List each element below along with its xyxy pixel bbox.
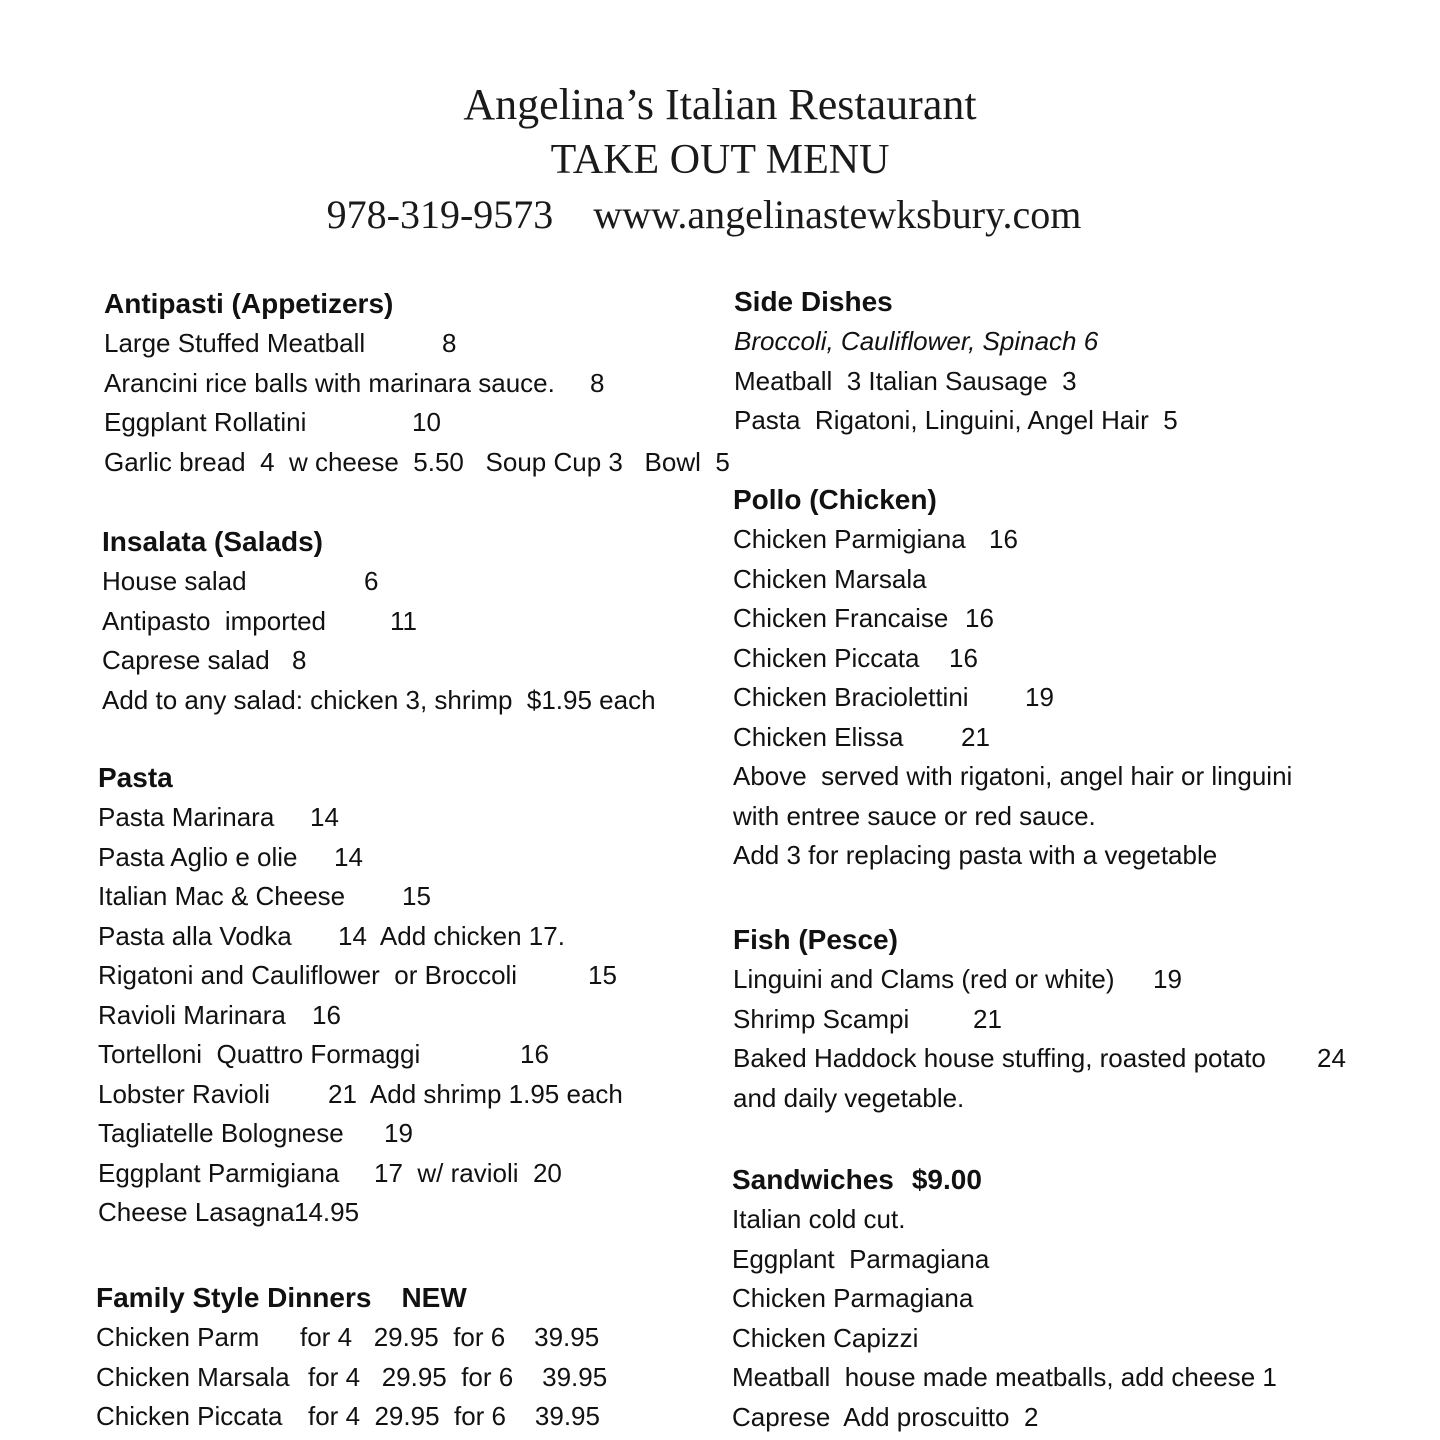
menu-item [734, 322, 1178, 362]
section-insalata [102, 522, 656, 720]
note-text: with entree sauce or red sauce. [733, 800, 1096, 831]
item-price: 21 [961, 721, 990, 752]
section-heading [732, 1160, 1277, 1200]
item-name: Chicken Francaise [733, 603, 949, 633]
item-price: 14 [310, 802, 339, 832]
note-text: Add 3 for replacing pasta with a vegetable [733, 840, 1218, 870]
item-name: Chicken Piccata [96, 1401, 283, 1431]
item-price: 14 [334, 841, 363, 872]
item-price: 17 w/ ravioli 20 [374, 1157, 562, 1188]
section-side-dishes [734, 282, 1178, 441]
sandwich-price: $9.00 [911, 1164, 982, 1195]
item-price: 14 Add chicken 17. [338, 920, 565, 951]
item-name: Chicken Braciolettini [733, 682, 969, 712]
section-heading: Insalata (Salads) [102, 526, 323, 557]
item-price: 6 [364, 566, 379, 596]
item-name: Italian Mac & Cheese [98, 881, 346, 911]
note-line [733, 836, 1292, 876]
item-name: Garlic bread 4 w cheese 5.50 Soup Cup 3 Bowl 5 [104, 446, 730, 477]
menu-item [96, 1318, 600, 1358]
item-price: 8 [292, 645, 307, 675]
item-price: 19 [384, 1118, 413, 1148]
item-name: Meatball house made meatballs, add cheese 1 [732, 1362, 1277, 1392]
item-name: Italian cold cut. [732, 1204, 906, 1234]
section-heading: Pasta [98, 762, 173, 793]
item-name: Eggplant Parmagiana [732, 1243, 990, 1274]
section-heading: Antipasti (Appetizers) [104, 288, 394, 319]
item-name: Eggplant Rollatini [104, 407, 307, 437]
section-heading [96, 1278, 467, 1318]
note-text: Above served with rigatoni, angel hair or linguini [733, 761, 1293, 791]
item-name: Caprese Add proscuitto 2 [732, 1401, 1039, 1432]
section-antipasti [104, 284, 730, 482]
menu-item [732, 1240, 1277, 1280]
item-price: 24 [1317, 1043, 1346, 1073]
item-name: Ravioli Marinara [98, 999, 286, 1030]
new-badge: NEW [401, 1282, 467, 1313]
restaurant-name: Angelina’s Italian Restaurant [463, 80, 977, 129]
item-name: Shrimp Scampi [733, 1003, 910, 1034]
item-name: Large Stuffed Meatball [104, 328, 366, 358]
item-price: 19 [1025, 682, 1054, 712]
item-price: 16 [989, 524, 1018, 554]
item-price: 16 [949, 642, 978, 673]
menu-item [733, 1039, 1346, 1079]
item-price: 16 [965, 603, 994, 633]
menu-item [98, 1193, 517, 1233]
menu-subtitle: TAKE OUT MENU [550, 137, 890, 183]
menu-item [732, 1398, 1277, 1438]
item-name: Tortelloni Quattro Formaggi [98, 1039, 421, 1069]
contact-line [304, 192, 1104, 238]
item-name: Chicken Elissa [733, 721, 904, 752]
menu-item [98, 1154, 562, 1194]
menu-item [98, 838, 517, 878]
item-name: Meatball 3 Italian Sausage 3 [734, 365, 1077, 396]
item-name: Lobster Ravioli [98, 1078, 270, 1109]
item-name: and daily vegetable. [733, 1082, 965, 1113]
menu-item [733, 520, 1292, 560]
section-pasta [98, 758, 623, 1233]
section-family-style [96, 1278, 608, 1437]
menu-item [732, 1200, 1277, 1240]
menu-item [104, 403, 730, 443]
menu-item [96, 1397, 600, 1437]
menu-item [98, 1035, 549, 1075]
item-price: 15 [588, 960, 617, 990]
note-line [733, 797, 1292, 837]
menu-item [733, 678, 1292, 718]
item-price: 14.95 [294, 1197, 360, 1227]
item-name: Eggplant Parmigiana [98, 1157, 340, 1188]
item-name: Add to any salad: chicken 3, shrimp $1.95 each [102, 684, 656, 715]
item-name: Chicken Marsala [733, 563, 927, 594]
item-name: Linguini and Clams (red or white) [733, 964, 1115, 994]
section-heading: Side Dishes [734, 286, 893, 317]
menu-item [98, 1114, 517, 1154]
section-pollo [733, 480, 1292, 876]
item-price: for 4 29.95 for 6 39.95 [300, 1322, 600, 1352]
phone-number: 978-319-9573 [326, 192, 554, 237]
menu-item [733, 639, 1292, 679]
menu-item [98, 956, 617, 996]
item-price: 15 [402, 881, 431, 911]
item-price: 16 [520, 1039, 549, 1069]
section-heading: Pollo (Chicken) [733, 484, 937, 515]
item-price: for 4 29.95 for 6 39.95 [308, 1361, 608, 1392]
section-heading: Fish (Pesce) [733, 924, 898, 955]
item-name: Chicken Parmigiana [733, 524, 966, 554]
item-price: 11 [390, 605, 417, 636]
item-name: Tagliatelle Bolognese [98, 1118, 344, 1148]
menu-item [98, 1075, 623, 1115]
menu-item [102, 681, 656, 721]
item-name: Pasta Rigatoni, Linguini, Angel Hair 5 [734, 405, 1178, 435]
item-name: Chicken Parm [96, 1322, 260, 1352]
menu-item [104, 324, 730, 364]
menu-item [733, 560, 1292, 600]
menu-item [733, 718, 1292, 758]
item-price: 8 [590, 367, 605, 398]
menu-item [102, 641, 656, 681]
item-price: 8 [442, 328, 457, 358]
item-name: Pasta alla Vodka [98, 920, 292, 951]
item-price: 21 [973, 1003, 1002, 1034]
menu-item [104, 364, 730, 404]
item-name: Pasta Aglio e olie [98, 841, 298, 872]
item-name: Chicken Capizzi [732, 1322, 919, 1353]
menu-item [734, 362, 1178, 402]
menu-item [733, 599, 1292, 639]
menu-item [732, 1279, 1277, 1319]
menu-item [98, 917, 565, 957]
section-sandwiches [732, 1160, 1277, 1437]
menu-item [98, 798, 517, 838]
menu-item [104, 443, 730, 483]
website-url: www.angelinastewksbury.com [593, 192, 1082, 237]
item-price: 16 [312, 999, 341, 1030]
menu-item [732, 1358, 1277, 1398]
item-name: Caprese salad [102, 645, 270, 675]
item-name: Baked Haddock house stuffing, roasted potato [733, 1043, 1266, 1073]
item-price: 10 [412, 407, 441, 437]
item-name: Rigatoni and Cauliflower or Broccoli [98, 960, 518, 990]
menu-item [733, 960, 1266, 1000]
item-price: 21 Add shrimp 1.95 each [328, 1078, 623, 1109]
item-name: Chicken Marsala [96, 1361, 290, 1392]
item-name: Broccoli, Cauliflower, Spinach 6 [734, 326, 1099, 356]
item-name: Chicken Parmagiana [732, 1283, 974, 1313]
menu-item [102, 602, 656, 642]
item-name: Pasta Marinara [98, 802, 275, 832]
menu-item [102, 562, 656, 602]
note-line [733, 757, 1292, 797]
item-price: for 4 29.95 for 6 39.95 [308, 1401, 600, 1431]
menu-item [98, 877, 517, 917]
menu-item [96, 1358, 608, 1398]
item-name: Antipasto imported [102, 605, 327, 636]
item-name: Arancini rice balls with marinara sauce. [104, 367, 555, 398]
item-price: 19 [1153, 964, 1182, 994]
menu-item [734, 401, 1178, 441]
menu-item [98, 996, 517, 1036]
menu-item [732, 1319, 1277, 1359]
item-name: House salad [102, 566, 247, 596]
section-fish [733, 920, 1346, 1118]
menu-item [733, 1079, 1266, 1119]
item-name: Chicken Piccata [733, 642, 920, 673]
heading-text: Family Style Dinners [96, 1282, 372, 1313]
heading-text: Sandwiches [732, 1164, 894, 1195]
item-name: Cheese Lasagna [98, 1197, 295, 1227]
menu-item [733, 1000, 1266, 1040]
